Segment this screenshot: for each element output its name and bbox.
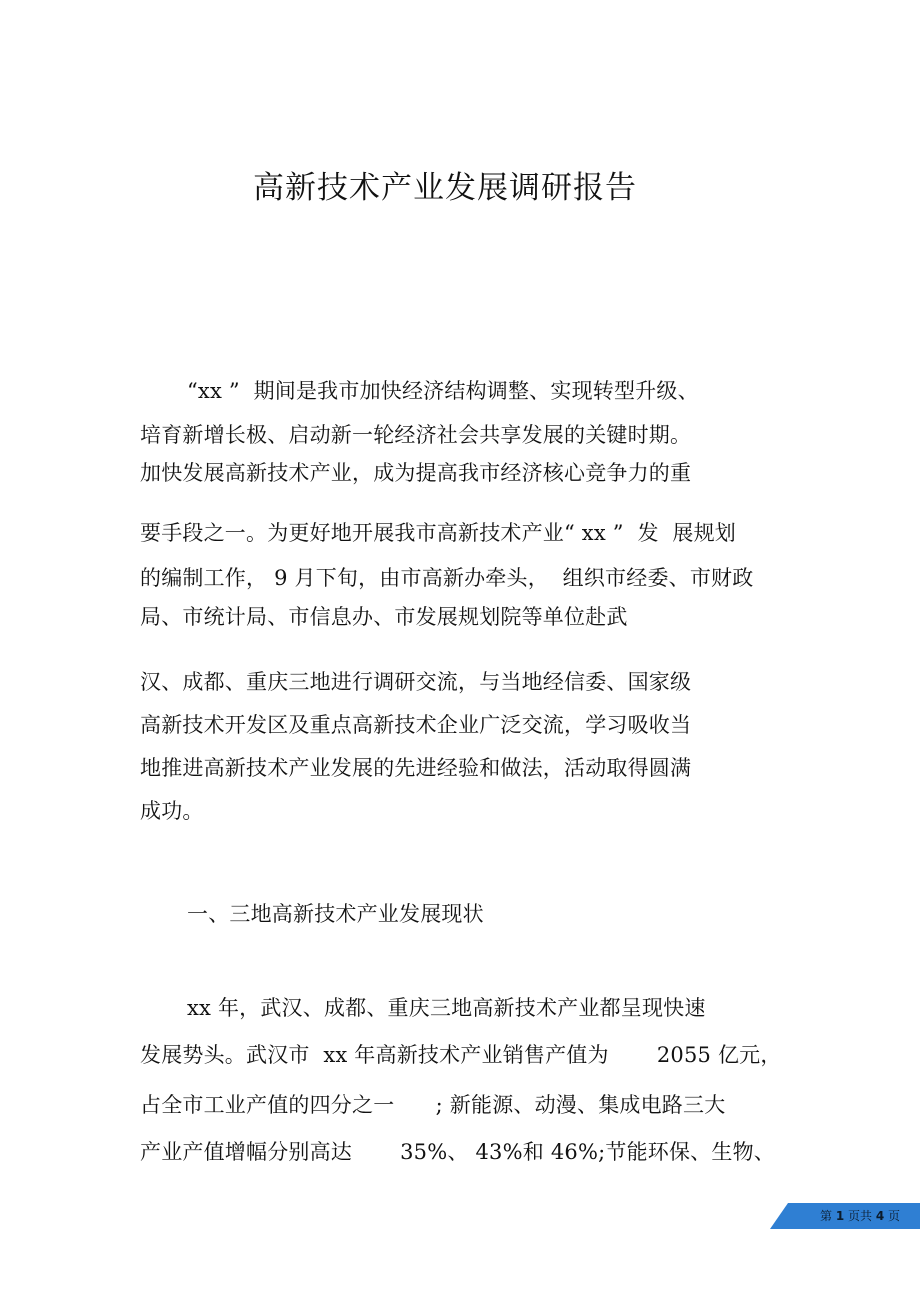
paragraph-2-line-1: 要手段之一。为更好地开展我市高新技术产业“ xx ” 发 展规划 xyxy=(140,521,737,545)
page-indicator-middle: 页共 xyxy=(844,1209,876,1223)
section-paragraph-line-3: 占全市工业产值的四分之一 ; 新能源、动漫、集成电路三大 xyxy=(140,1093,726,1117)
paragraph-1-line-2: 培育新增长极、启动新一轮经济社会共享发展的关键时期。 xyxy=(140,423,692,447)
paragraph-2-line-3: 局、市统计局、市信息办、市发展规划院等单位赴武 xyxy=(140,605,628,629)
paragraph-3-line-1: 汉、成都、重庆三地进行调研交流，与当地经信委、国家级 xyxy=(140,670,692,694)
page-indicator-total: 4 xyxy=(875,1209,885,1223)
page-indicator-current: 1 xyxy=(835,1209,845,1223)
section-paragraph-line-4: 产业产值增幅分别高达 35%、 43%和 46%;节能环保、生物、 xyxy=(140,1140,775,1164)
section-heading: 一、三地高新技术产业发展现状 xyxy=(187,902,484,926)
paragraph-3-line-2: 高新技术开发区及重点高新技术企业广泛交流，学习吸收当 xyxy=(140,713,692,737)
section-paragraph-line-1: xx 年，武汉、成都、重庆三地高新技术产业都呈现快速 xyxy=(187,996,706,1020)
paragraph-2-line-2: 的编制工作， 9 月下旬，由市高新办牵头， 组织市经委、市财政 xyxy=(140,566,754,590)
section-paragraph-line-2: 发展势头。武汉市 xx 年高新技术产业销售产值为 2055 亿元， xyxy=(140,1043,782,1067)
paragraph-1-line-1: “xx ” 期间是我市加快经济结构调整、实现转型升级、 xyxy=(187,379,699,403)
document-title: 高新技术产业发展调研报告 xyxy=(253,170,637,206)
paragraph-3-line-4: 成功。 xyxy=(140,799,204,823)
page-indicator-prefix: 第 xyxy=(819,1209,836,1223)
paragraph-1-line-3: 加快发展高新技术产业，成为提高我市经济核心竞争力的重 xyxy=(140,461,692,485)
paragraph-3-line-3: 地推进高新技术产业发展的先进经验和做法，活动取得圆满 xyxy=(140,756,692,780)
page-indicator-suffix: 页 xyxy=(884,1209,900,1223)
page-indicator-text xyxy=(820,1207,900,1225)
page-indicator xyxy=(770,1203,920,1229)
